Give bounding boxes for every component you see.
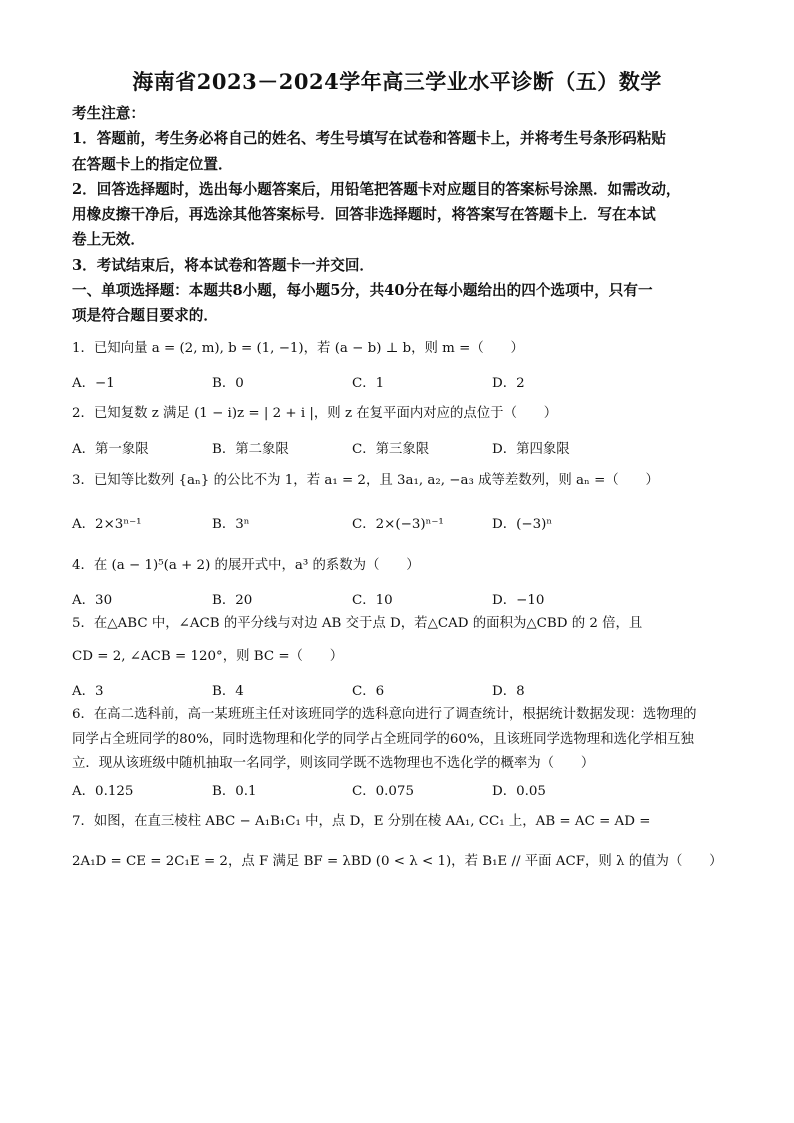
- option-d: D．8: [492, 684, 525, 699]
- notice-line: 1．答题前，考生务必将自己的姓名、考生号填写在试卷和答题卡上，并将考生号条形码粘贴: [72, 130, 666, 147]
- exam-title: 海南省2023－2024学年高三学业水平诊断（五）数学: [132, 69, 662, 94]
- question-5-options: [72, 680, 732, 700]
- option-d: D．−10: [492, 593, 545, 608]
- option-b: B．0: [212, 376, 244, 391]
- option-c: C．0.075: [352, 784, 414, 799]
- option-c: C．1: [352, 376, 385, 391]
- option-b: B．3ⁿ: [212, 517, 250, 532]
- question-3-stem: 3．已知等比数列 {aₙ} 的公比不为 1，若 a₁ = 2，且 3a₁, a₂, −a₃ 成等差数列，则 aₙ =（ ）: [72, 473, 659, 488]
- option-c: C．10: [352, 593, 393, 608]
- option-c: C．第三象限: [352, 442, 430, 457]
- option-a: A．0.125: [72, 784, 134, 799]
- question-2-stem: 2．已知复数 z 满足 (1 − i)z = | 2 + i |，则 z 在复平面内对应的点位于（ ）: [72, 406, 558, 421]
- section-heading: 一、单项选择题：本题共8小题，每小题5分，共40分在每小题给出的四个选项中，只有一: [72, 282, 653, 299]
- option-a: A．−1: [72, 376, 115, 391]
- question-7-stem: 2A₁D = CE = 2C₁E = 2，点 F 满足 BF = λBD (0 < λ < 1)，若 B₁E // 平面 ACF，则 λ 的值为（ ）: [72, 854, 723, 869]
- question-7-stem: 7．如图，在直三棱柱 ABC − A₁B₁C₁ 中，点 D，E 分别在棱 AA₁, CC₁ 上，AB = AC = AD =: [72, 814, 651, 829]
- option-b: B．第二象限: [212, 442, 289, 457]
- notice-line: 用橡皮擦干净后，再选涂其他答案标号．回答非选择题时，将答案写在答题卡上．写在本试: [72, 206, 656, 223]
- question-2-options: [72, 438, 732, 458]
- question-5-stem: 5．在△ABC 中，∠ACB 的平分线与对边 AB 交于点 D，若△CAD 的面积为△CBD 的 2 倍，且: [72, 616, 643, 631]
- option-d: D．第四象限: [492, 442, 570, 457]
- question-4-stem: 4．在 (a − 1)⁵(a + 2) 的展开式中，a³ 的系数为（ ）: [72, 558, 420, 573]
- question-6-stem: 立．现从该班级中随机抽取一名同学，则该同学既不选物理也不选化学的概率为（ ）: [72, 756, 595, 771]
- question-1-options: [72, 372, 732, 392]
- option-a: A．30: [72, 593, 113, 608]
- question-6-options: [72, 780, 732, 800]
- question-3-options: [72, 513, 732, 533]
- option-d: D．0.05: [492, 784, 546, 799]
- option-a: A．2×3ⁿ⁻¹: [72, 517, 142, 532]
- notice-line: 2．回答选择题时，选出每小题答案后，用铅笔把答题卡对应题目的答案标号涂黑．如需改动，: [72, 181, 681, 198]
- option-b: B．20: [212, 593, 253, 608]
- question-6-stem: 同学占全班同学的80%，同时选物理和化学的同学占全班同学的60%，且该班同学选物理和选化学相互独: [72, 732, 694, 747]
- option-b: B．4: [212, 684, 244, 699]
- option-c: C．2×(−3)ⁿ⁻¹: [352, 517, 444, 532]
- option-d: D．(−3)ⁿ: [492, 517, 553, 532]
- notice-line: 卷上无效．: [72, 231, 145, 248]
- question-5-stem: CD = 2, ∠ACB = 120°，则 BC =（ ）: [72, 649, 344, 664]
- question-4-options: [72, 589, 732, 609]
- notice-line: 在答题卡上的指定位置．: [72, 156, 233, 173]
- section-heading: 项是符合题目要求的．: [72, 307, 218, 324]
- option-b: B．0.1: [212, 784, 257, 799]
- option-d: D．2: [492, 376, 525, 391]
- notice-heading: 考生注意：: [72, 105, 145, 122]
- option-a: A．3: [72, 684, 104, 699]
- notice-line: 3．考试结束后，将本试卷和答题卡一并交回．: [72, 257, 375, 274]
- option-c: C．6: [352, 684, 385, 699]
- option-a: A．第一象限: [72, 442, 149, 457]
- question-6-stem: 6．在高二选科前，高一某班班主任对该班同学的选科意向进行了调查统计，根据统计数据发现：选物理的: [72, 707, 697, 722]
- question-1-stem: 1．已知向量 a = (2, m), b = (1, −1)，若 (a − b) ⊥ b，则 m =（ ）: [72, 341, 524, 356]
